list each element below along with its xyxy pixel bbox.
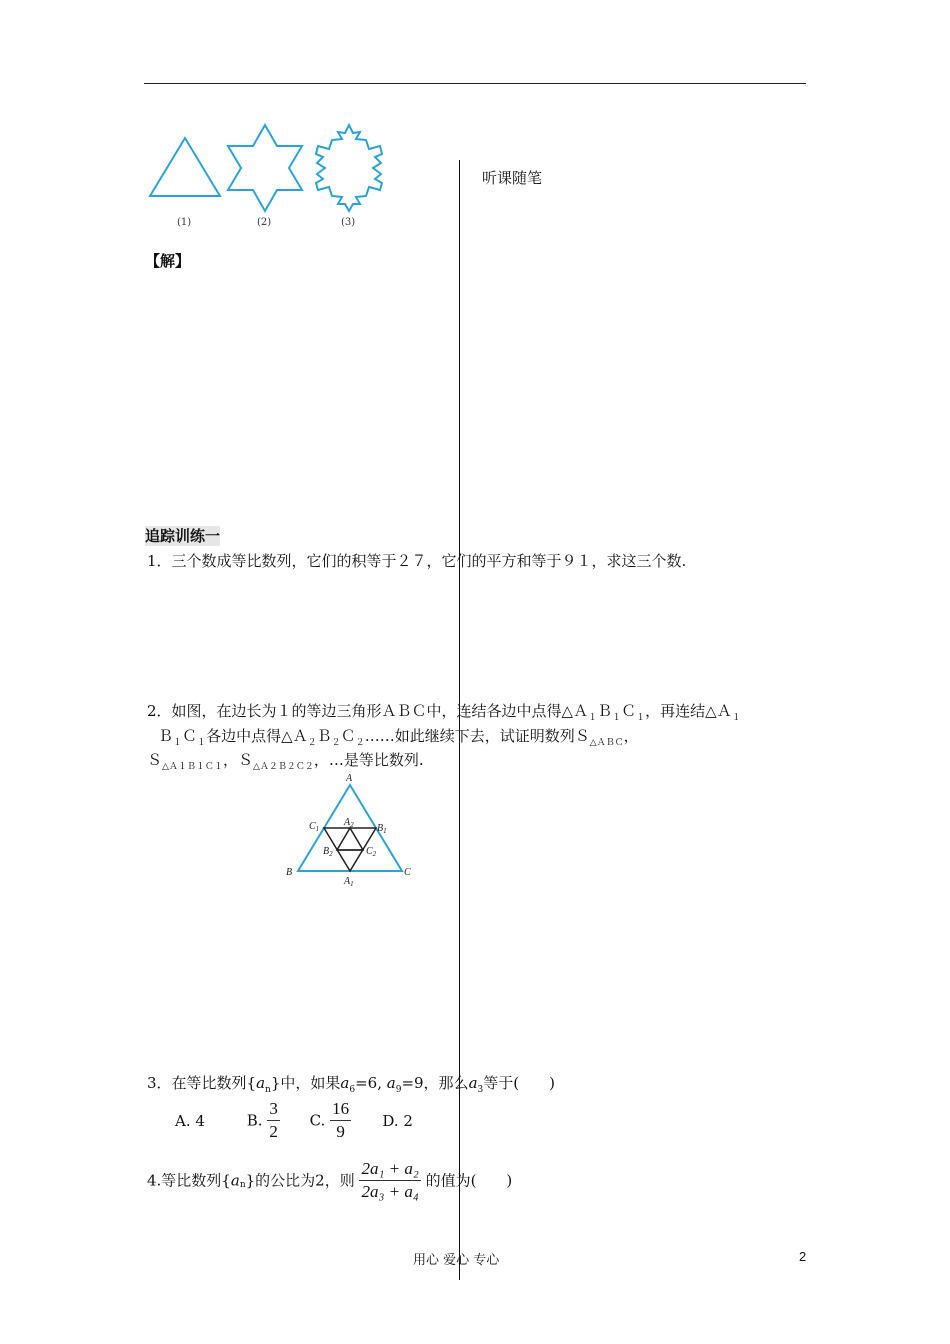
q2-text: 各边中点得△Ａ	[206, 727, 308, 745]
fractal-figures	[140, 118, 400, 233]
q2-sub: ２	[355, 738, 365, 748]
option-b-label: B.	[246, 1111, 263, 1130]
fraction-numerator: 3	[267, 1098, 280, 1121]
fraction-numerator: 2a₁ + a₂	[359, 1158, 420, 1181]
question-2-line-2	[158, 726, 639, 749]
fraction-denominator: 9	[336, 1122, 345, 1141]
label-C1: $C_1$	[309, 821, 320, 833]
q3-var: a	[386, 1074, 396, 1092]
label-A2: $A_2$	[344, 817, 354, 829]
figure-label-2: (2)	[257, 217, 272, 228]
q2-text: Ｂ	[316, 727, 332, 745]
q2-text: Ｃ	[621, 702, 637, 720]
q3-text: =9，那么	[401, 1074, 469, 1092]
q2-sub: １	[588, 713, 598, 723]
q4-var: a	[230, 1171, 240, 1190]
label-B2: $B_2$	[323, 846, 333, 858]
q2-text: ，Ｓ	[222, 751, 253, 769]
option-b	[247, 1098, 305, 1143]
fraction-numerator: 16	[330, 1098, 351, 1121]
q4-text: }的公比为2，则	[245, 1171, 355, 1190]
q4-sub: n	[239, 1179, 246, 1190]
q2-text: Ｃ	[340, 727, 356, 745]
label-B: B	[286, 867, 293, 878]
q3-text: }中，如果	[270, 1074, 341, 1092]
question-3-options	[175, 1098, 413, 1143]
q2-sub: １	[636, 713, 646, 723]
fraction-denominator: 2a₃ + a₄	[361, 1182, 419, 1201]
label-C2: $C_2$	[366, 846, 377, 858]
page-number: 2	[799, 1249, 807, 1264]
q4-fraction	[359, 1158, 420, 1203]
option-c-label: C.	[309, 1111, 326, 1130]
label-C: C	[404, 867, 411, 878]
question-2-line-1	[147, 701, 741, 724]
label-B1: $B_1$	[377, 823, 387, 835]
solution-label: 【解】	[145, 252, 191, 270]
figure-label-1: (1)	[177, 217, 192, 228]
q2-text: 2．如图，在边长为１的等边三角形ＡＢＣ中，连结各边中点得△Ａ	[147, 702, 589, 720]
section-title: 追踪训练一	[145, 527, 221, 545]
figure-triangle	[150, 138, 220, 196]
q2-sub: ２	[331, 738, 341, 748]
q3-sub: 6	[349, 1085, 356, 1095]
q2-text: Ｂ	[597, 702, 613, 720]
label-A: A	[346, 773, 353, 784]
q4-text: 的值为( )	[425, 1171, 513, 1190]
q3-sub: n	[265, 1085, 271, 1095]
q3-var: a	[340, 1074, 350, 1092]
option-b-fraction	[267, 1098, 280, 1143]
q3-sub: 3	[477, 1085, 484, 1095]
option-a: A. 4	[175, 1111, 205, 1130]
question-3-stem	[147, 1073, 555, 1096]
q2-text: ，再连结△Ａ	[645, 702, 732, 720]
q2-text: Ｂ	[158, 727, 174, 745]
q2-sub: ２	[307, 738, 317, 748]
q3-text: 等于( )	[483, 1074, 555, 1092]
q2-sub: △Ａ２Ｂ２Ｃ２	[252, 762, 314, 772]
q2-text: Ｓ	[147, 751, 163, 769]
q3-text: 3．在等比数列{	[147, 1074, 257, 1092]
q2-text: ，…是等比数列.	[313, 751, 424, 769]
q2-text: ，	[623, 727, 639, 745]
footer-text: 用心 爱心 专心	[413, 1253, 500, 1268]
nested-triangle-figure	[280, 770, 430, 890]
option-c	[310, 1098, 378, 1143]
question-1: 1．三个数成等比数列，它们的积等于２７，它们的平方和等于９１，求这三个数.	[147, 552, 687, 570]
label-A1: $A_1$	[344, 876, 354, 888]
option-d: D. 2	[382, 1111, 413, 1130]
q4-text: 4.等比数列{	[147, 1171, 231, 1190]
question-4	[147, 1158, 512, 1203]
fraction-denominator: 2	[269, 1122, 278, 1141]
header-rule	[144, 83, 806, 84]
figure-label-3: (3)	[341, 217, 356, 228]
triangle-a2b2c2	[337, 828, 363, 850]
q3-var: a	[256, 1074, 266, 1092]
q2-sub: １	[173, 738, 183, 748]
figure-snowflake	[316, 125, 382, 211]
q3-sub: 9	[395, 1085, 402, 1095]
q2-text: ……如此继续下去，试证明数列Ｓ	[364, 727, 590, 745]
q2-sub: １	[197, 738, 207, 748]
q2-sub: １	[612, 713, 622, 723]
option-c-fraction	[330, 1098, 351, 1143]
q2-sub: △ＡＢＣ	[589, 738, 624, 748]
notes-label: 听课随笔	[482, 169, 543, 187]
q3-text: =6,	[355, 1074, 382, 1092]
q2-sub: △Ａ１Ｂ１Ｃ１	[162, 762, 223, 772]
q3-var: a	[468, 1074, 478, 1092]
figure-star	[228, 125, 302, 211]
q2-text: Ｃ	[182, 727, 198, 745]
q2-sub: １	[731, 713, 741, 723]
